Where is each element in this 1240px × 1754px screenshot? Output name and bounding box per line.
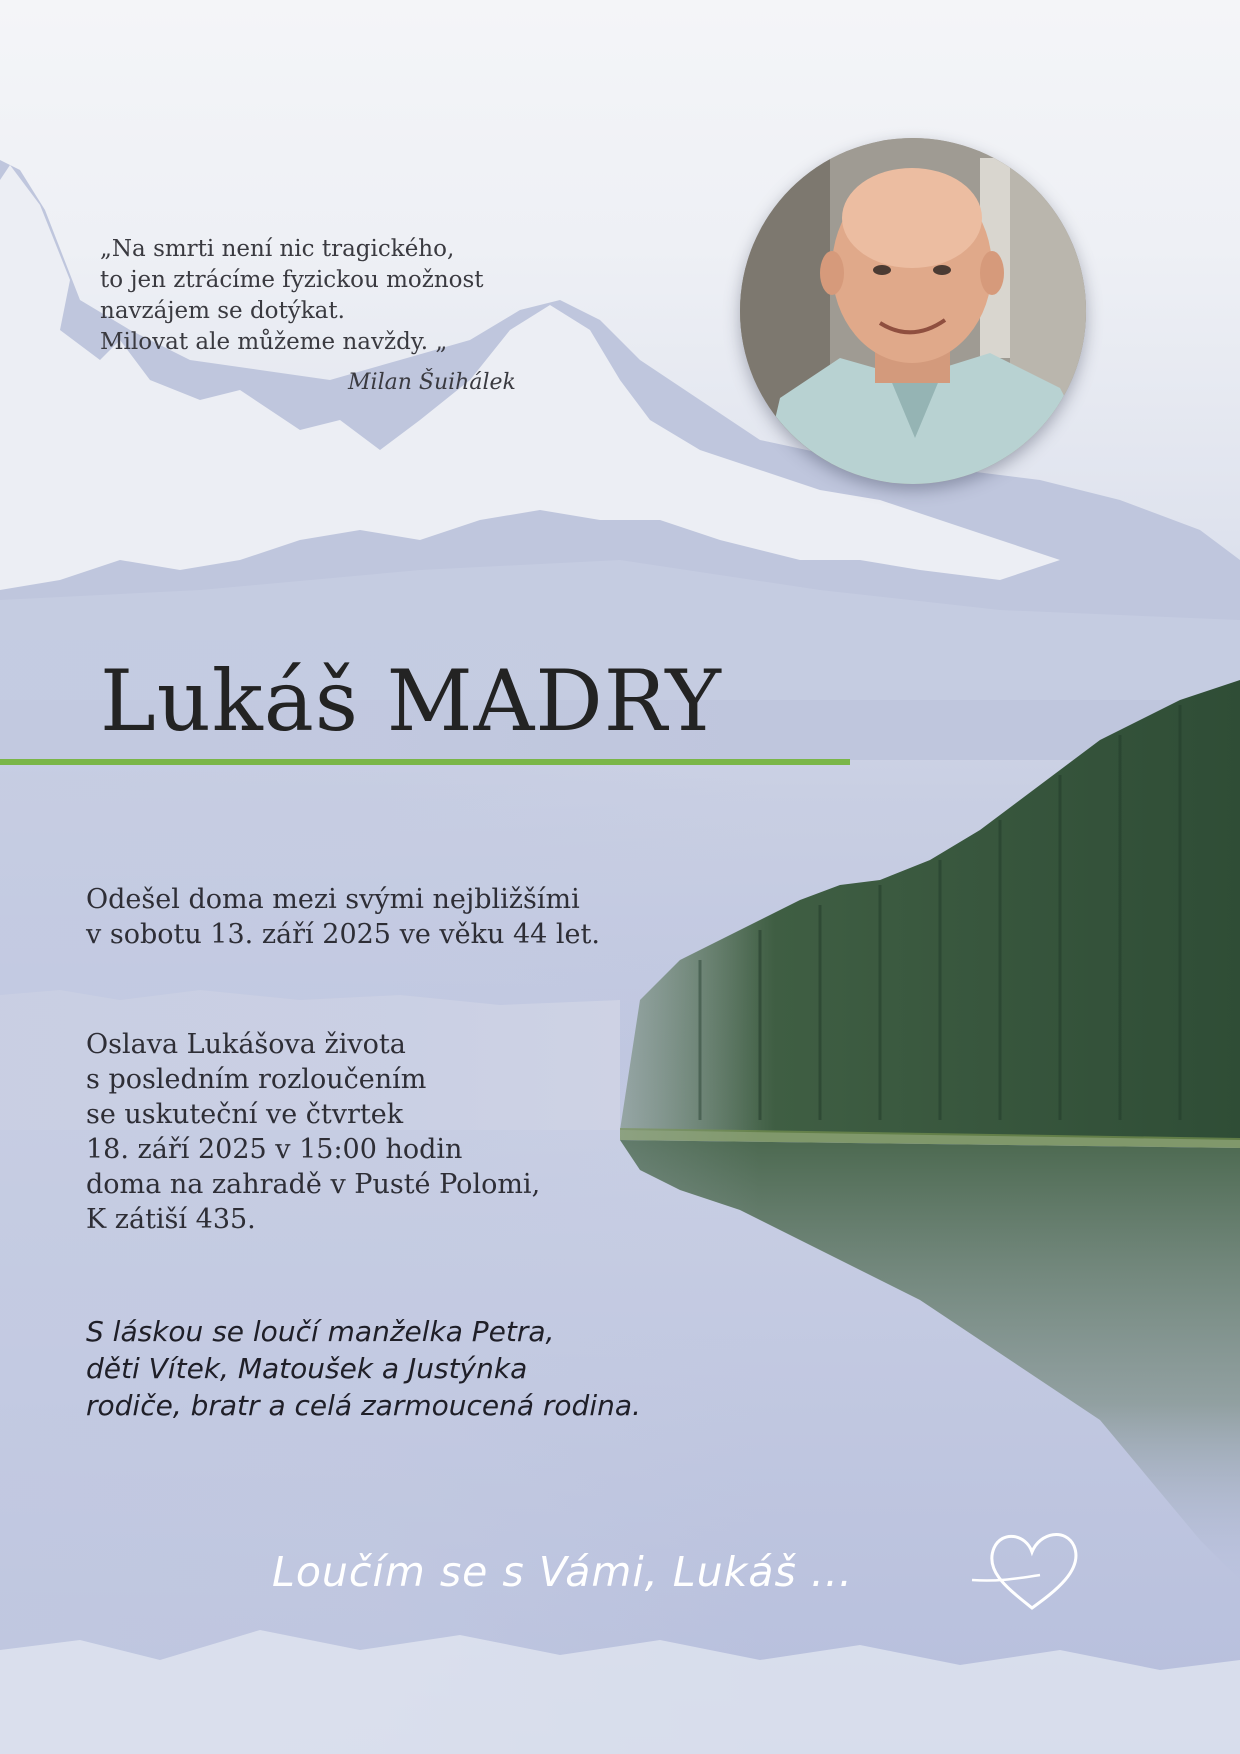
ceremony-line: 18. září 2025 v 15:00 hodin [86, 1134, 463, 1165]
quote-line: „Na smrti není nic tragického, [100, 236, 455, 262]
quote-line: navzájem se dotýkat. [100, 298, 345, 324]
death-notice-line: Odešel doma mezi svými nejbližšími [86, 884, 580, 915]
death-notice [86, 882, 600, 952]
ceremony-details [86, 1027, 540, 1237]
quote-line: Milovat ale můžeme navždy. „ [100, 329, 448, 355]
signoff-text: Loučím se s Vámi, Lukáš ... [272, 1548, 853, 1596]
ceremony-line: doma na zahradě v Pusté Polomi, [86, 1169, 541, 1200]
ceremony-line: K zátiší 435. [86, 1204, 256, 1235]
ceremony-line: se uskuteční ve čtvrtek [86, 1099, 404, 1130]
quote-author: Milan Šuihálek [348, 370, 516, 395]
ceremony-line: s posledním rozloučením [86, 1064, 427, 1095]
quote-block [100, 234, 484, 358]
family-line: děti Vítek, Matoušek a Justýnka [86, 1352, 528, 1385]
portrait-photo [740, 138, 1086, 484]
deceased-name: Lukáš MADRY [100, 652, 722, 750]
death-notice-line: v sobotu 13. září 2025 ve věku 44 let. [86, 919, 600, 950]
family-farewell [86, 1313, 641, 1424]
heart-outline-icon [970, 1520, 1100, 1620]
ceremony-line: Oslava Lukášova života [86, 1029, 406, 1060]
family-line: rodiče, bratr a celá zarmoucená rodina. [86, 1389, 641, 1422]
quote-line: to jen ztrácíme fyzickou možnost [100, 267, 484, 293]
green-divider [0, 759, 850, 765]
family-line: S láskou se loučí manželka Petra, [86, 1315, 555, 1348]
